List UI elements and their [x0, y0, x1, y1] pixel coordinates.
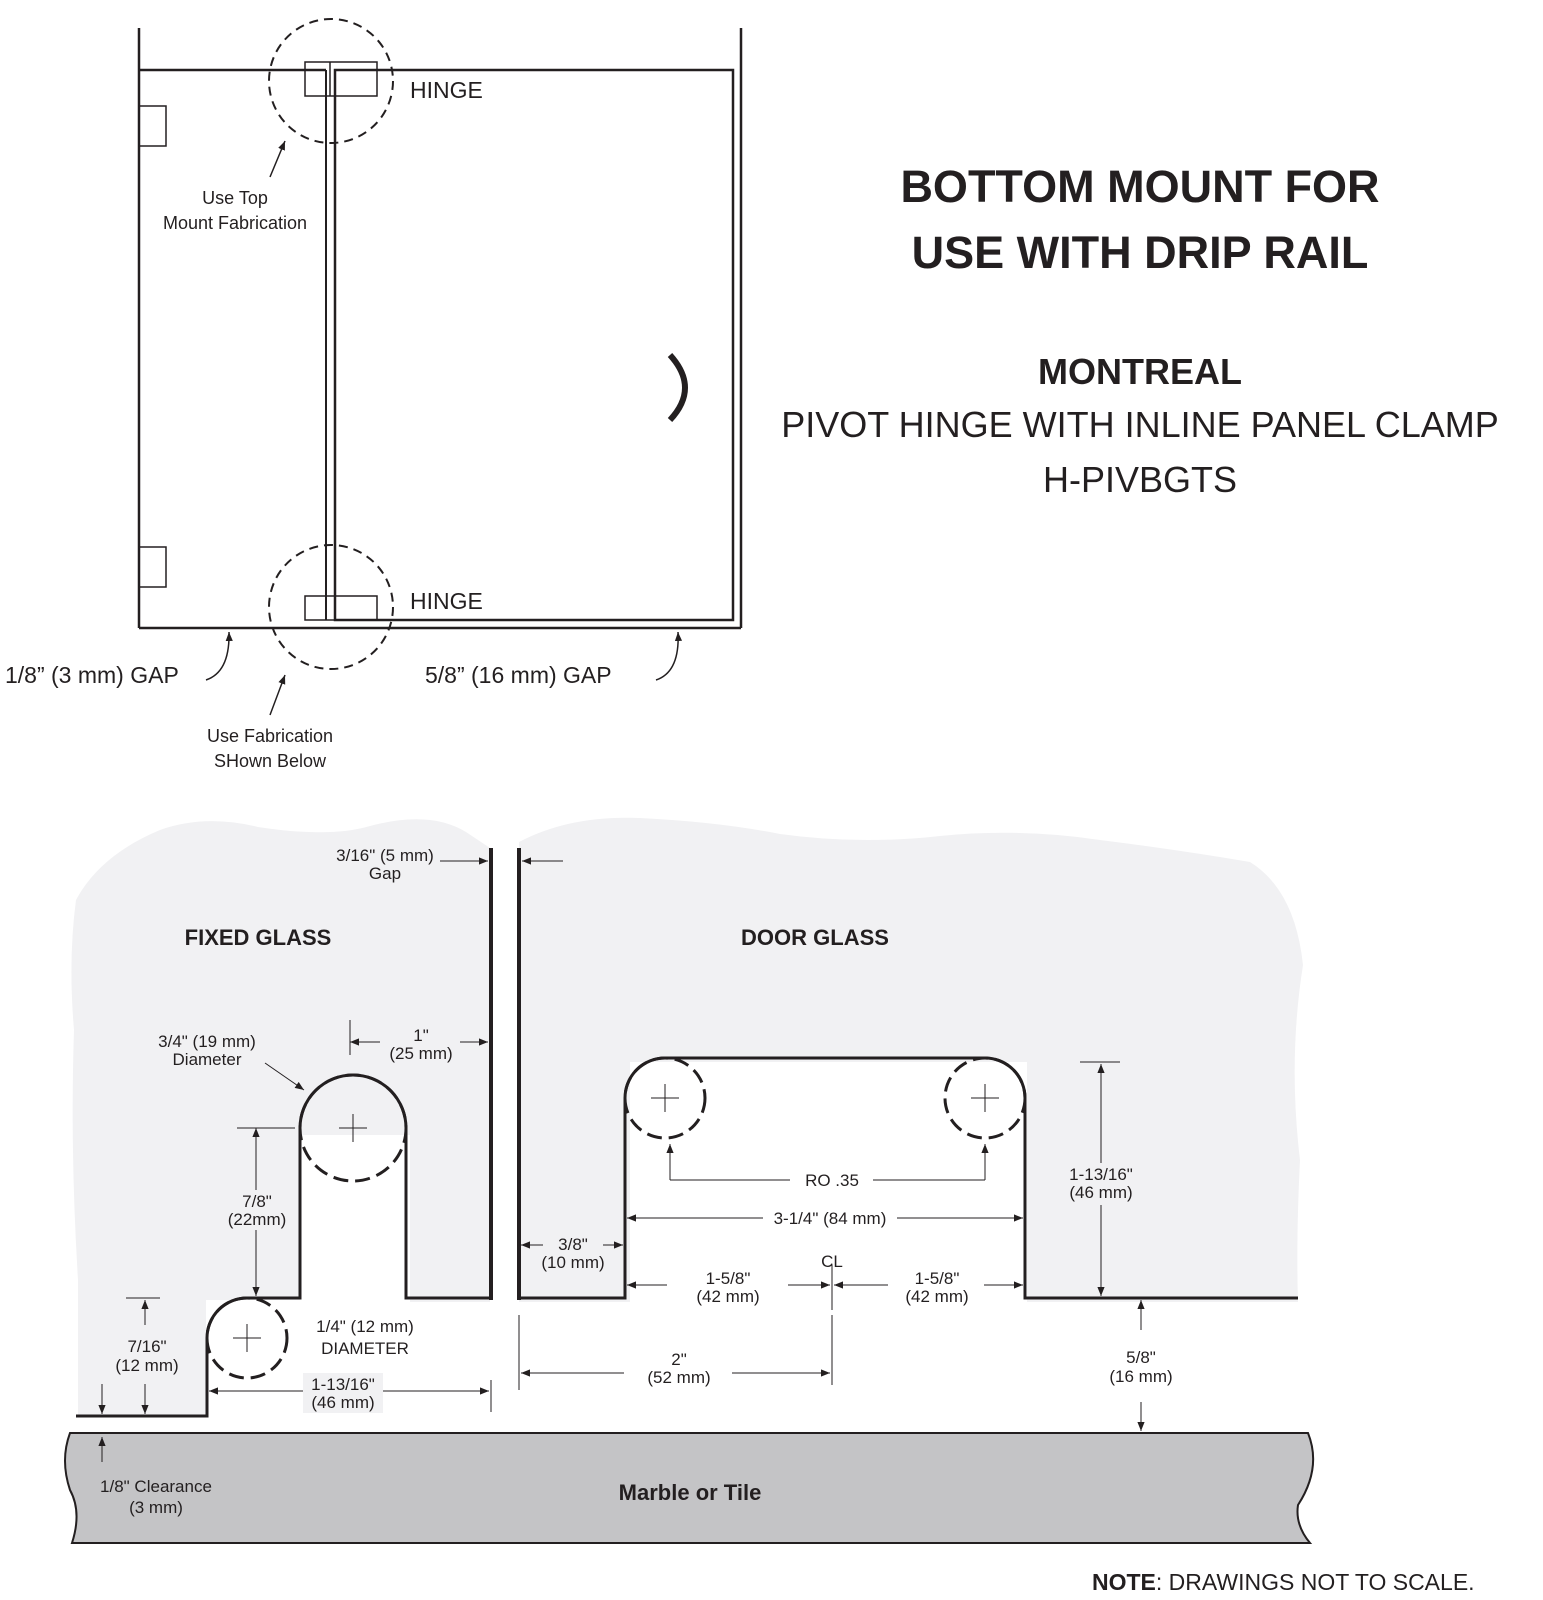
five-eighths-dim-line1: 5/8": [1126, 1348, 1156, 1367]
seven-sixteenths-dim-line1: 7/16": [127, 1337, 167, 1356]
diameter-dim-line1: 3/4" (19 mm): [158, 1032, 256, 1051]
title-line2: USE WITH DRIP RAIL: [911, 227, 1369, 278]
section-detail: [65, 818, 1313, 1543]
quarter-diameter-dim-line2: DIAMETER: [321, 1339, 409, 1358]
three-eighths-dim-line1: 3/8": [558, 1235, 588, 1254]
lower-wall-clamp: [139, 547, 166, 587]
clearance-dim-line2: (3 mm): [129, 1498, 183, 1517]
elevation-view: [5, 19, 741, 771]
top-fab-note-line2: Mount Fabrication: [162, 213, 308, 233]
one-inch-dim-line1: 1": [413, 1026, 429, 1045]
bottom-hinge-clamp: [305, 596, 377, 620]
seven-eighths-dim-line1: 7/8": [242, 1192, 272, 1211]
product-name: MONTREAL: [1038, 351, 1242, 392]
right-half-width-dim-line2: (42 mm): [905, 1287, 969, 1306]
hinge-label-top: HINGE: [410, 77, 483, 103]
note-text: : DRAWINGS NOT TO SCALE.: [1155, 1569, 1475, 1595]
left-half-width-dim-line2: (42 mm): [696, 1287, 760, 1306]
notch-height-dim-line1: 1-13/16": [1069, 1165, 1133, 1184]
left-half-width-dim-line1: 1-5/8": [705, 1269, 751, 1288]
top-hinge-callout-circle: [269, 19, 393, 143]
top-hinge-clamp: [305, 62, 377, 96]
right-half-width-dim-line1: 1-5/8": [914, 1269, 960, 1288]
bottom-hinge-callout-circle: [269, 545, 393, 669]
upper-wall-clamp: [139, 106, 166, 146]
overall-width-dim: 3-1/4" (84 mm): [773, 1209, 887, 1228]
one-inch-dim-line2: (25 mm): [389, 1044, 453, 1063]
two-inch-dim-line1: 2": [671, 1350, 687, 1369]
scale-note: [1092, 1569, 1475, 1595]
door-handle: [670, 355, 685, 420]
left-width-dim-line2: (46 mm): [311, 1393, 375, 1412]
right-gap-label: 5/8” (16 mm) GAP: [425, 662, 612, 688]
note-label: NOTE: [1092, 1569, 1156, 1595]
radius-note: RO .35: [805, 1171, 859, 1190]
product-description: PIVOT HINGE WITH INLINE PANEL CLAMP: [781, 404, 1499, 445]
left-gap-label: 1/8” (3 mm) GAP: [5, 662, 179, 688]
two-inch-dim-line2: (52 mm): [647, 1368, 711, 1387]
door-glass-label: DOOR GLASS: [741, 925, 889, 950]
three-eighths-dim-line2: (10 mm): [541, 1253, 605, 1272]
floor-label: Marble or Tile: [618, 1480, 762, 1505]
top-fab-note-line1: Use Top: [202, 188, 268, 208]
clearance-dim-line1: 1/8" Clearance: [100, 1477, 212, 1496]
gap-dim-line1: 3/16" (5 mm): [336, 846, 434, 865]
door-panel: [335, 70, 733, 620]
hinge-label-bottom: HINGE: [410, 588, 483, 614]
seven-sixteenths-dim-line2: (12 mm): [115, 1356, 179, 1375]
title-block: [781, 161, 1498, 500]
title-line1: BOTTOM MOUNT FOR: [900, 161, 1380, 212]
quarter-diameter-dim-line1: 1/4" (12 mm): [316, 1317, 414, 1336]
five-eighths-dim-line2: (16 mm): [1109, 1367, 1173, 1386]
notch-height-dim-line2: (46 mm): [1069, 1183, 1133, 1202]
fixed-glass-label: FIXED GLASS: [184, 925, 332, 950]
product-code: H-PIVBGTS: [1042, 459, 1238, 500]
centerline-label: CL: [821, 1252, 843, 1271]
diameter-dim-line2: Diameter: [172, 1050, 242, 1069]
bottom-fab-note-line1: Use Fabrication: [206, 726, 334, 746]
door-glass-panel: [519, 818, 1303, 1302]
fixed-glass-panel: [71, 819, 490, 1415]
bottom-fab-note-line2: SHown Below: [213, 751, 327, 771]
left-width-dim-line1: 1-13/16": [311, 1375, 375, 1394]
seven-eighths-dim-line2: (22mm): [227, 1210, 287, 1229]
gap-dim-line2: Gap: [368, 864, 402, 883]
